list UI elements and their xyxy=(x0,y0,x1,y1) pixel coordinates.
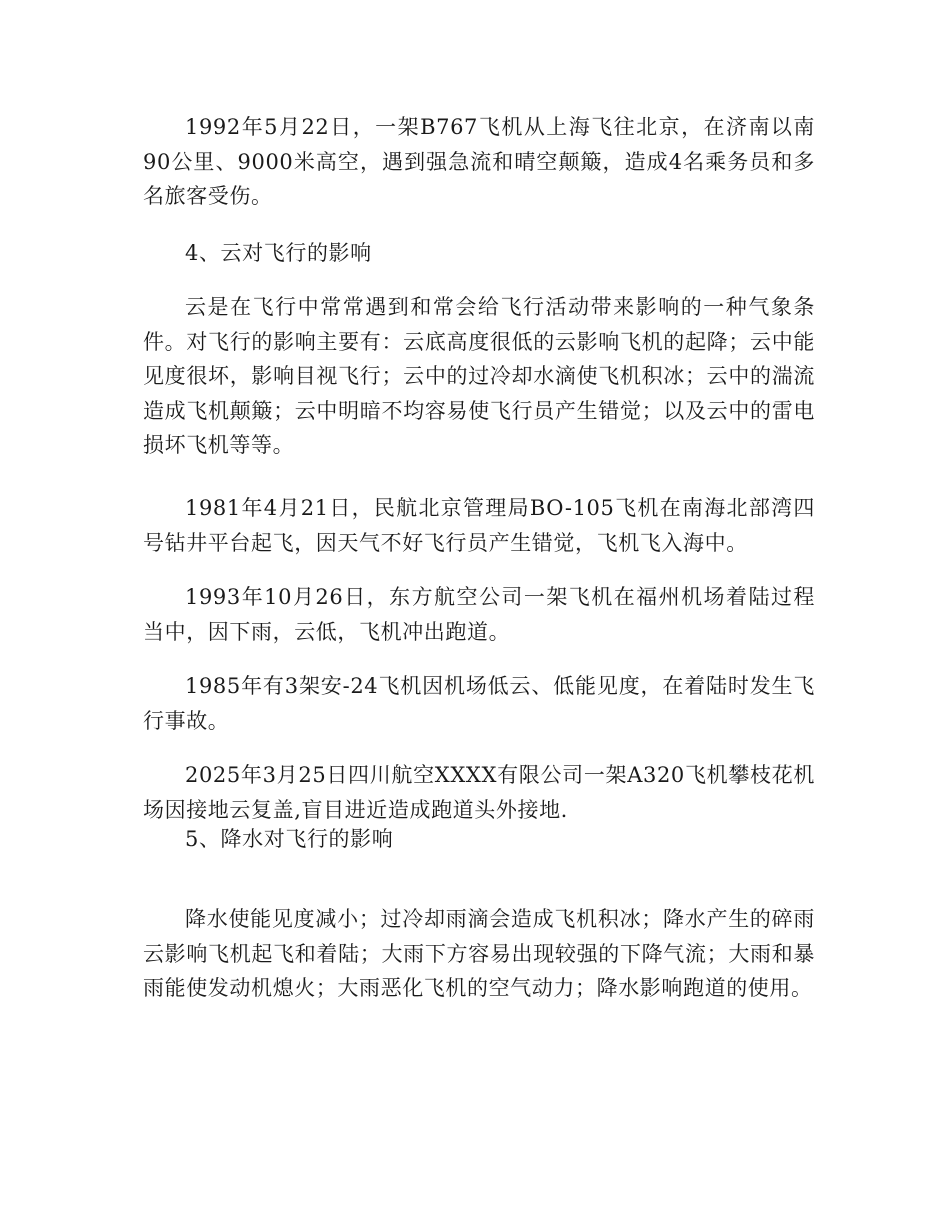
paragraph-cloud-effects: 云是在飞行中常常遇到和常会给飞行活动带来影响的一种气象条件。对飞行的影响主要有：云底高度很低的云影响飞机的起降；云中能见度很坏，影响目视飞行；云中的过冷却水滴使飞机积冰；云中的湍流造成飞机颠簸；云中明暗不均容易使飞行员产生错觉；以及云中的雷电损坏飞机等等。 xyxy=(143,295,815,457)
paragraph-an24-incident: 1985年有3架安-24飞机因机场低云、低能见度，在着陆时发生飞行事故。 xyxy=(143,674,815,733)
section-heading-precipitation-effects: 5、降水对飞行的影响 xyxy=(185,827,394,851)
paragraph-precipitation-effects: 降水使能见度减小；过冷却雨滴会造成飞机积冰；降水产生的碎雨云影响飞机起飞和着陆；大雨下方容易出现较强的下降气流；大雨和暴雨能使发动机熄火；大雨恶化飞机的空气动力；降水影响跑道的使用。 xyxy=(143,907,815,1000)
section-heading-cloud-effects: 4、云对飞行的影响 xyxy=(185,241,372,265)
paragraph-bo105-incident: 1981年4月21日，民航北京管理局BO-105飞机在南海北部湾四号钻井平台起飞，因天气不好飞行员产生错觉，飞机飞入海中。 xyxy=(143,496,815,555)
paragraph-b767-incident: 1992年5月22日，一架B767飞机从上海飞往北京，在济南以南90公里、9000米高空，遇到强急流和晴空颠簸，造成4名乘务员和多名旅客受伤。 xyxy=(143,115,815,208)
paragraph-a320-incident: 2025年3月25日四川航空XXXX有限公司一架A320飞机攀枝花机场因接地云复盖,盲目进近造成跑道头外接地. xyxy=(143,763,815,822)
paragraph-fuzhou-incident: 1993年10月26日，东方航空公司一架飞机在福州机场着陆过程当中，因下雨，云低，飞机冲出跑道。 xyxy=(143,585,815,644)
